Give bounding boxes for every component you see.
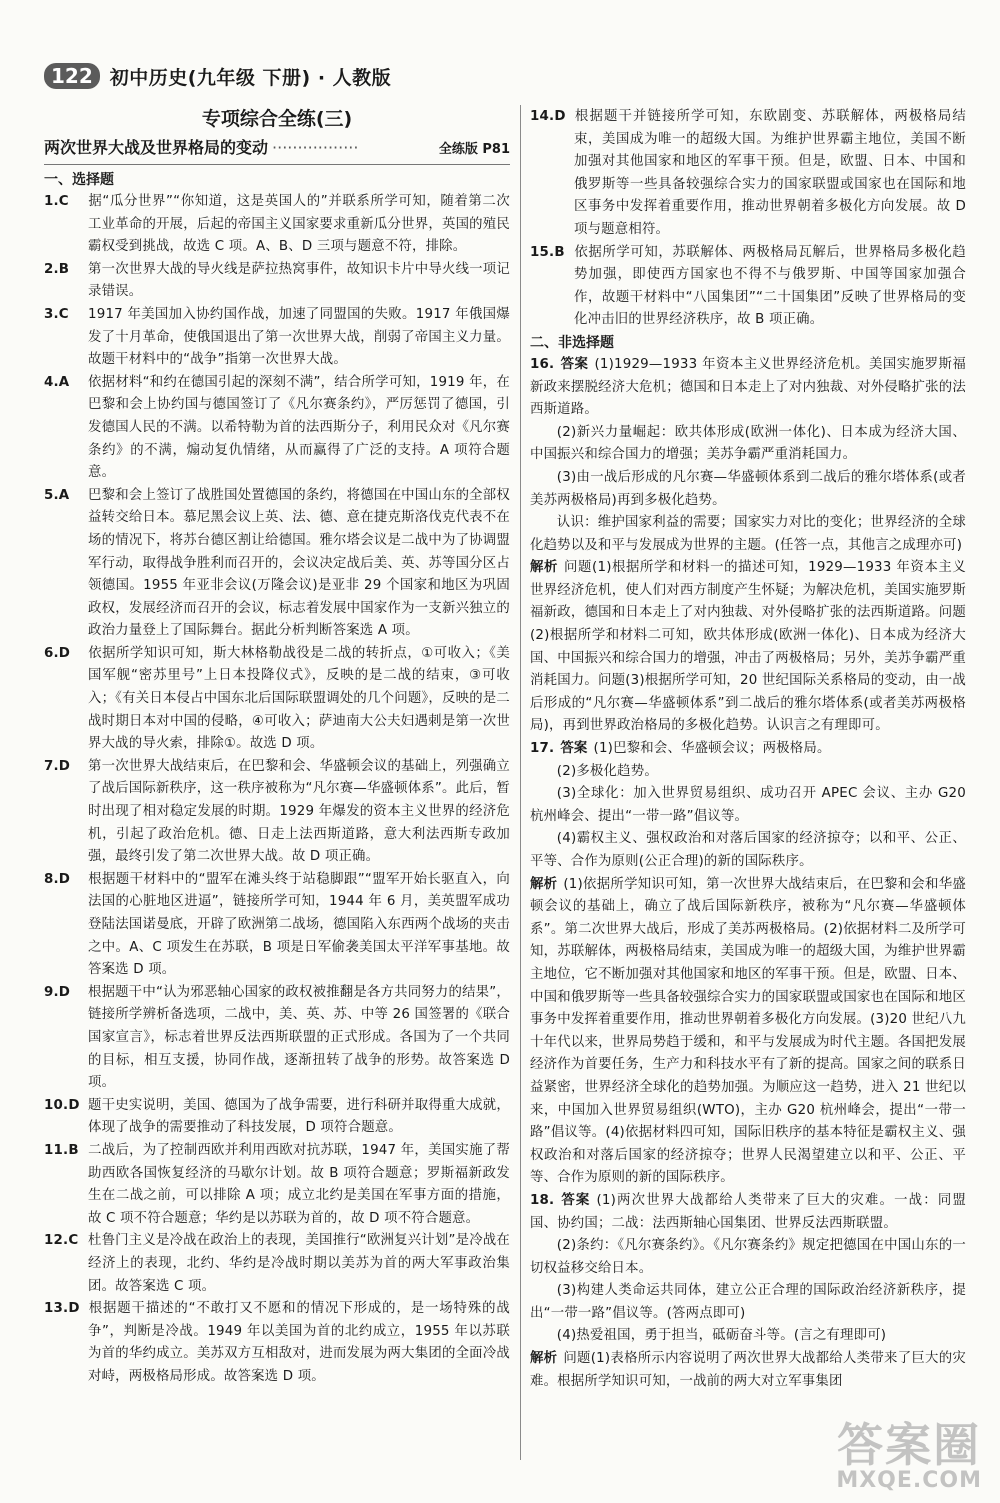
q18-a4: (4)热爱祖国，勇于担当，砥砺奋斗等。(言之有理即可) xyxy=(556,1328,887,1344)
answer-text: 题干史实说明，美国、德国为了战争需要，进行科研并取得重大成就，体现了战争的需要推动了科技发展，D 项符合题意。 xyxy=(88,1097,510,1136)
answer-number: 8.D xyxy=(44,871,71,887)
q17-exp-text: (1)依据所学知识可知，第一次世界大战结束后，在巴黎和会和华盛顿会议的基础上，确立了战后国际新秩序，被称为“凡尔赛—华盛顿体系”。第二次世界大战后，形成了美苏两极格局。(2)依据材料二及所学可知，苏联解体，两极格局结束，美国成为唯一的超级大国，为维护世界霸主地位，它不断加强对其他国家和地区的军事干预。但是，欧盟、日本、中国和俄罗斯等一些具备较强综合实力的国家联盟或国家也在国际和地区事务中发挥着重要作用，推动世界朝着多极化方向发展。(3)20 世纪八九十年代以来，世界局势趋于缓和，和平与发展成为时代主题。各国把发展经济作为首要任务，生产力和科技水平有了新的提高。国家之间的联系日益紧密，世界经济全球化的趋势加强。为顺应这一趋势，进入 21 世纪以来，中国加入世界贸易组织(WTO)，主办 G20 杭州峰会，提出“一带一路”倡议等。(4)依据材料四可知，国际旧秩序的基本特征是霸权主义、强权政治和对落后国家的经济掠夺；世界人民渴望建立以和平、公正、平等、合作为原则的新的国际秩序。 xyxy=(530,876,967,1186)
leader-dots: ················· xyxy=(272,138,359,157)
answer-item xyxy=(44,304,510,372)
q18-a3: (3)构建人类命运共同体，建立公正合理的国际政治经济新秩序，提出“一带一路”倡议等。(答两点即可) xyxy=(530,1283,966,1321)
answer-text: 1917 年美国加入协约国作战，加速了同盟国的失败。1917 年俄国爆发了十月革命，使俄国退出了第一次世界大战，削弱了帝国主义力量。故题干材料中的“战争”指第一次世界大战。 xyxy=(88,306,510,368)
answer-text: 巴黎和会上签订了战胜国处置德国的条约，将德国在中国山东的全部权益转交给日本。慕尼黑会议上英、法、德、意在捷克斯洛伐克代表不在场的情况下，将苏台德区割让给德国。雅尔塔会议是二战中为了协调盟军行动，取得战争胜利而召开的，会议决定战后美、英、苏等国分区占领德国。1955 年亚非会议(万隆会议)是亚非 29 个国家和地区为巩固政权，发展经济而召开的会议，标志着发展中国家作为一支新兴独立的政治力量登上了国际舞台。据此分析判断答案选 A 项。 xyxy=(88,487,510,639)
q17-label: 答案 xyxy=(560,741,588,757)
answer-number: 14.D xyxy=(530,109,566,124)
q16-a1: (1)1929—1933 年资本主义世界经济危机。美国实施罗斯福新政来摆脱经济大危机；德国和日本走上了对内独裁、对外侵略扩张的法西斯道路。 xyxy=(530,356,966,418)
answer-number: 13.D xyxy=(44,1301,80,1317)
q18-answer-line xyxy=(530,1190,966,1235)
question-18 xyxy=(530,1190,966,1393)
q18-explanation xyxy=(530,1348,966,1393)
answer-number: 12.C xyxy=(44,1233,79,1249)
q17-num: 17. xyxy=(530,741,555,757)
answer-item xyxy=(44,1298,510,1388)
answer-text: 依据所学知识可知，斯大林格勒战役是二战的转折点，①可收入；《美国军舰“密苏里号”上日本投降仪式》，反映的是二战的结束，③可收入；《有关日本侵占中国东北后国际联盟调处的几个问题》，反映的是二战时期日本对中国的侵略，④可收入；萨迪南大公夫妇遇刺是第一次世界大战的导火索，排除①。故选 D 项。 xyxy=(88,645,510,752)
answer-text: 杜鲁门主义是冷战在政治上的表现，美国推行“欧洲复兴计划”是冷战在经济上的表现，北约、华约是冷战时期以美苏为首的两大军事政治集团。故答案选 C 项。 xyxy=(88,1233,510,1294)
question-17 xyxy=(530,738,966,1190)
answer-text: 第一次世界大战结束后，在巴黎和会、华盛顿会议的基础上，列强确立了战后国际新秩序，这一秩序被称为“凡尔赛—华盛顿体系”。此后，暂时出现了相对稳定发展的时期。1929 年爆发的资本主义世界的经济危机，引起了政治危机。德、日走上法西斯道路，意大利法西斯专政加强，最终引发了第二次世界大战。故 D 项正确。 xyxy=(88,758,510,865)
section-subtitle xyxy=(44,136,510,165)
choice-answers-list-cont xyxy=(530,106,966,332)
answer-text: 第一次世界大战的导火线是萨拉热窝事件，故知识卡片中导火线一项记录错误。 xyxy=(88,261,510,300)
answer-number: 11.B xyxy=(44,1142,79,1158)
site-watermark-logo xyxy=(836,1418,982,1493)
q17-exp-label: 解析 xyxy=(530,876,558,892)
answer-item xyxy=(44,1140,510,1230)
q17-a1: (1)巴黎和会、华盛顿会议；两极格局。 xyxy=(593,741,831,757)
answer-item xyxy=(44,485,510,643)
answer-number: 7.D xyxy=(44,758,71,774)
answer-item xyxy=(44,259,510,304)
page-header xyxy=(44,60,391,92)
q18-exp-label: 解析 xyxy=(530,1351,558,1367)
answer-text: 根据题干材料中的“盟军在滩头终于站稳脚跟”“盟军开始长驱直入，向法国的心脏地区进逼”，链接所学可知，1944 年 6 月，美英盟军成功登陆法国诺曼底，开辟了欧洲第二战场，德国陷入东西两个战场的夹击之中。A、C 项发生在苏联，B 项是日军偷袭美国太平洋军事基地。故答案选 D 项。 xyxy=(88,871,510,978)
watermark-line2: MXQE.COM xyxy=(836,1468,982,1493)
q16-label: 答案 xyxy=(560,356,589,372)
q18-exp-text: 问题(1)表格所示内容说明了两次世界大战都给人类带来了巨大的灾难。根据所学知识可知，一战前的两大对立军事集团 xyxy=(530,1351,967,1389)
page-reference: 全练版 P81 xyxy=(438,142,510,157)
answer-text: 依据材料“和约在德国引起的深刻不满”，结合所学可知，1919 年，在巴黎和会上协约国与德国签订了《凡尔赛条约》，严厉惩罚了德国，引发德国人民的不满。以希特勒为首的法西斯分子，利用民众对《凡尔赛条约》的不满，煽动复仇情绪，从而赢得了广泛的支持。A 项符合题意。 xyxy=(88,374,510,481)
q16-exp-label: 解析 xyxy=(530,560,559,576)
q18-a2: (2)条约：《凡尔赛条约》。《凡尔赛条约》规定把德国在中国山东的一切权益移交给日本。 xyxy=(530,1238,966,1276)
q16-exp-text: 问题(1)根据所学和材料一的描述可知，1929—1933 年资本主义世界经济危机，使人们对西方制度产生怀疑；为解决危机，美国实施罗斯福新政，德国和日本走上了对内独裁、对外侵略扩张的法西斯道路。问题(2)根据所学和材料二可知，欧共体形成(欧洲一体化)、日本成为经济大国、中国振兴和综合国力的增强，冲击了两极格局；另外，美苏争霸严重消耗国力。问题(3)根据所学可知，20 世纪国际关系格局的变动，由一战后形成的“凡尔赛—华盛顿体系”到二战后的雅尔塔体系(或者美苏两极格局)，再到世界政治格局的多极化趋势。认识言之有理即可。 xyxy=(530,560,966,734)
answer-item xyxy=(44,372,510,485)
left-column xyxy=(44,106,510,1388)
column-divider xyxy=(520,105,521,1460)
q17-explanation xyxy=(530,874,966,1190)
answer-item xyxy=(44,756,510,869)
answer-text: 根据题干并链接所学可知，东欧剧变、苏联解体，两极格局结束，美国成为唯一的超级大国。为维护世界霸主地位，美国不断加强对其他国家和地区的军事干预。但是，欧盟、日本、中国和俄罗斯等一些具备较强综合实力的国家联盟或国家也在国际和地区事务中发挥着重要作用，推动世界朝着多极化方向发展。故 D 项与题意相符。 xyxy=(574,109,966,237)
q17-answer-line xyxy=(530,738,966,761)
answer-item xyxy=(44,191,510,259)
answer-number: 3.C xyxy=(44,306,69,322)
answer-number: 2.B xyxy=(44,261,70,277)
part-heading-choice: 一、选择题 xyxy=(44,172,114,188)
answer-number: 5.A xyxy=(44,487,70,503)
answer-number: 15.B xyxy=(530,244,565,260)
answer-number: 1.C xyxy=(44,194,69,209)
answer-text: 根据题干中“认为邪恶轴心国家的政权被推翻是各方共同努力的结果”，链接所学辨析备选项，二战中，美、英、苏、中等 26 国签署的《联合国家宣言》，标志着世界反法西斯联盟的正式形成。各国为了一个共同的目标，相互支援，协同作战，逐渐扭转了战争的形势。故答案选 D 项。 xyxy=(88,984,510,1091)
answer-number: 4.A xyxy=(44,374,70,390)
answer-item xyxy=(44,1230,510,1298)
answer-item xyxy=(530,106,966,242)
q17-a4: (4)霸权主义、强权政治和对落后国家的经济掠夺；以和平、公正、平等、合作为原则(公正合理)的新的国际秩序。 xyxy=(530,831,966,869)
q18-num: 18. xyxy=(530,1192,555,1208)
answer-item xyxy=(44,982,510,1095)
choice-answers-list xyxy=(44,191,510,1388)
answer-item xyxy=(44,643,510,756)
q16-a4: 认识：维护国家利益的需要；国家实力对比的变化；世界经济的全球化趋势以及和平与发展成为世界的主题。(任答一点，其他言之成理亦可) xyxy=(530,515,966,553)
page-number: 122 xyxy=(44,63,100,89)
question-16 xyxy=(530,354,966,738)
q16-a3: (3)由一战后形成的凡尔赛—华盛顿体系到二战后的雅尔塔体系(或者美苏两极格局)再到多极化趋势。 xyxy=(530,469,966,508)
q17-a3: (3)全球化：加入世界贸易组织、成功召开 APEC 会议、主办 G20 杭州峰会、提出“一带一路”倡议等。 xyxy=(530,786,966,824)
q16-answer-line xyxy=(530,354,966,422)
answer-text: 根据题干描述的“不敢打又不愿和的情况下形成的，是一场特殊的战争”，判断是冷战。1949 年以美国为首的北约成立，1955 年以苏联为首的华约成立。美苏双方互相敌对，进而发展为两大集团的全面冷战对峙，两极格局形成。故答案选 D 项。 xyxy=(88,1301,510,1384)
answer-text: 二战后，为了控制西欧并利用西欧对抗苏联，1947 年，美国实施了帮助西欧各国恢复经济的马歇尔计划。故 B 项符合题意；罗斯福新政发生在二战之前，可以排除 A 项；成立北约是美国在军事方面的措施，故 C 项不符合题意；华约是以苏联为首的，故 D 项不符合题意。 xyxy=(88,1142,510,1226)
book-title: 初中历史(九年级 下册) · 人教版 xyxy=(109,66,392,89)
q16-a2: (2)新兴力量崛起：欧共体形成(欧洲一体化)、日本成为经济大国、中国振兴和综合国力的增强；美苏争霸严重消耗国力。 xyxy=(530,424,966,463)
subtitle-text: 两次世界大战及世界格局的变动 xyxy=(44,138,269,157)
q18-a1: (1)两次世界大战都给人类带来了巨大的灾难。一战：同盟国、协约国；二战：法西斯轴心国集团、世界反法西斯联盟。 xyxy=(530,1192,966,1231)
section-title: 专项综合全练(三) xyxy=(201,108,353,130)
answer-item xyxy=(44,1095,510,1140)
answer-number: 10.D xyxy=(44,1097,80,1113)
answer-item xyxy=(530,242,966,332)
watermark-line1: 答案圈 xyxy=(837,1418,982,1472)
q16-explanation xyxy=(530,557,966,738)
q18-label: 答案 xyxy=(560,1192,591,1208)
answer-text: 依据所学可知，苏联解体、两极格局瓦解后，世界格局多极化趋势加强，即使西方国家也不得不与俄罗斯、中国等国家加强合作，故题干材料中“八国集团”“二十国集团”反映了世界格局的变化冲击旧的世界经济秩序，故 B 项正确。 xyxy=(574,244,966,328)
answer-item xyxy=(44,869,510,982)
answer-text: 据“瓜分世界”“你知道，这是英国人的”并联系所学可知，随着第二次工业革命的开展，后起的帝国主义国家要求重新瓜分世界，英国的殖民霸权受到挑战，故选 C 项。A、B、D 三项与题意不符，排除。 xyxy=(88,194,510,255)
part-heading-open: 二、非选择题 xyxy=(530,334,614,351)
q16-num: 16. xyxy=(530,356,555,372)
answer-number: 6.D xyxy=(44,645,71,661)
right-column xyxy=(530,106,966,1393)
q17-a2: (2)多极化趋势。 xyxy=(556,763,658,779)
answer-number: 9.D xyxy=(44,984,71,1000)
